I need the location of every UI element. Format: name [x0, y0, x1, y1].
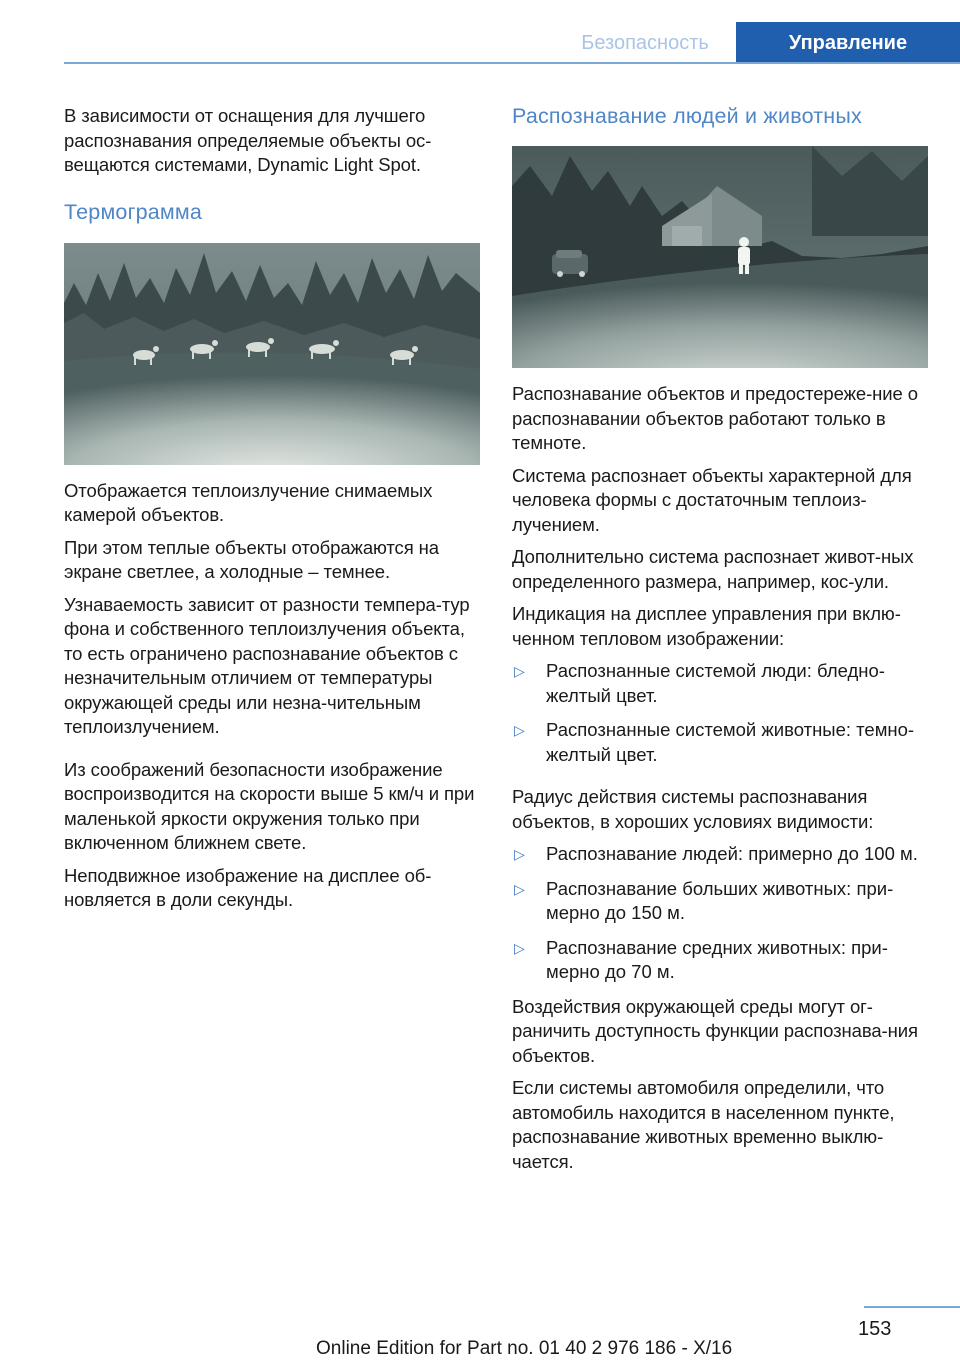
thermo-paragraph-5: Неподвижное изображение на дисплее об-новляется в доли секунды.: [64, 864, 432, 910]
page-number: 153: [858, 1318, 892, 1340]
list-item-text: Распознавание больших животных: при-мерно до 150 м.: [546, 877, 894, 923]
bullet-triangle-icon: ▷: [514, 846, 525, 862]
header-tab-safety: Безопасность: [581, 32, 709, 54]
list-item-text: Распознанные системой животные: темно-желтый цвет.: [546, 719, 915, 765]
bullet-triangle-icon: ▷: [514, 939, 525, 956]
list-item-text: Распознанные системой люди: бледно-желтый цвет.: [546, 660, 885, 706]
list-item: [512, 877, 928, 926]
people-paragraph-7: Если системы автомобиля определили, что автомобиль находится в населенном пункте, распознавание животных временно выклю-чается.: [512, 1077, 895, 1172]
bullet-triangle-icon: ▷: [514, 722, 525, 738]
range-list: [512, 842, 928, 985]
people-paragraph-6: Воздействия окружающей среды могут ог-раничить доступность функции распознава-ния объектов.: [512, 995, 918, 1066]
edition-footer: Online Edition for Part no. 01 40 2 976 186 - X/16: [316, 1338, 733, 1359]
header-tab-controls: Управление: [736, 22, 960, 62]
thermo-paragraph-2: При этом теплые объекты отображаются на экране светлее, а холодные – темнее.: [64, 536, 439, 582]
bullet-triangle-icon: ▷: [514, 663, 525, 679]
section-heading-thermogram: Термограмма: [64, 199, 203, 224]
list-item: [512, 718, 928, 767]
list-item: [512, 842, 928, 867]
header-rule: [64, 62, 960, 64]
section-heading-people-animals: Распознавание людей и животных: [512, 104, 862, 128]
people-paragraph-5: Радиус действия системы распознавания объектов, в хороших условиях видимости:: [512, 786, 874, 832]
people-paragraph-3: Дополнительно система распознает живот-ных определенного размера, например, кос-ули.: [512, 546, 914, 592]
people-paragraph-4: Индикация на дисплее управления при вклю-ченном тепловом изображении:: [512, 603, 901, 649]
footer-rule: [864, 1306, 960, 1308]
thermal-image-pedestrian: [512, 146, 928, 368]
list-item-text: Распознавание средних животных: при-мерно до 70 м.: [546, 936, 888, 982]
bullet-triangle-icon: ▷: [514, 880, 525, 897]
thermo-paragraph-4: Из соображений безопасности изображение воспроизводится на скорости выше 5 км/ч и при маленькой яркости окружения только при включенном ближнем свете.: [64, 758, 475, 853]
intro-paragraph: В зависимости от оснащения для лучшего распознавания определяемые объекты ос-вещаются системами, Dynamic Light Spot.: [64, 105, 432, 175]
thermo-paragraph-1: Отображается теплоизлучение снимаемых камерой объектов.: [64, 479, 433, 525]
display-color-list: [512, 659, 928, 767]
list-item: [512, 659, 928, 708]
people-paragraph-1: Распознавание объектов и предостереже-ние о распознавании объектов работают только в темноте.: [512, 383, 918, 453]
right-column: [512, 104, 928, 1182]
list-item: [512, 936, 928, 985]
people-paragraph-2: Система распознает объекты характерной для человека формы с достаточным теплоиз-лучением.: [512, 464, 912, 535]
thermal-image-animals: [64, 243, 480, 465]
thermo-paragraph-3: Узнаваемость зависит от разности темпера-тур фона и собственного теплоизлучения объекта, то есть ограничено распознавание объектов с незначительным отличием от температуры окружающей среды или незна-чительным теплоизлучением.: [64, 593, 470, 737]
left-column: [64, 104, 480, 921]
list-item-text: Распознавание людей: примерно до 100 м.: [546, 843, 918, 864]
